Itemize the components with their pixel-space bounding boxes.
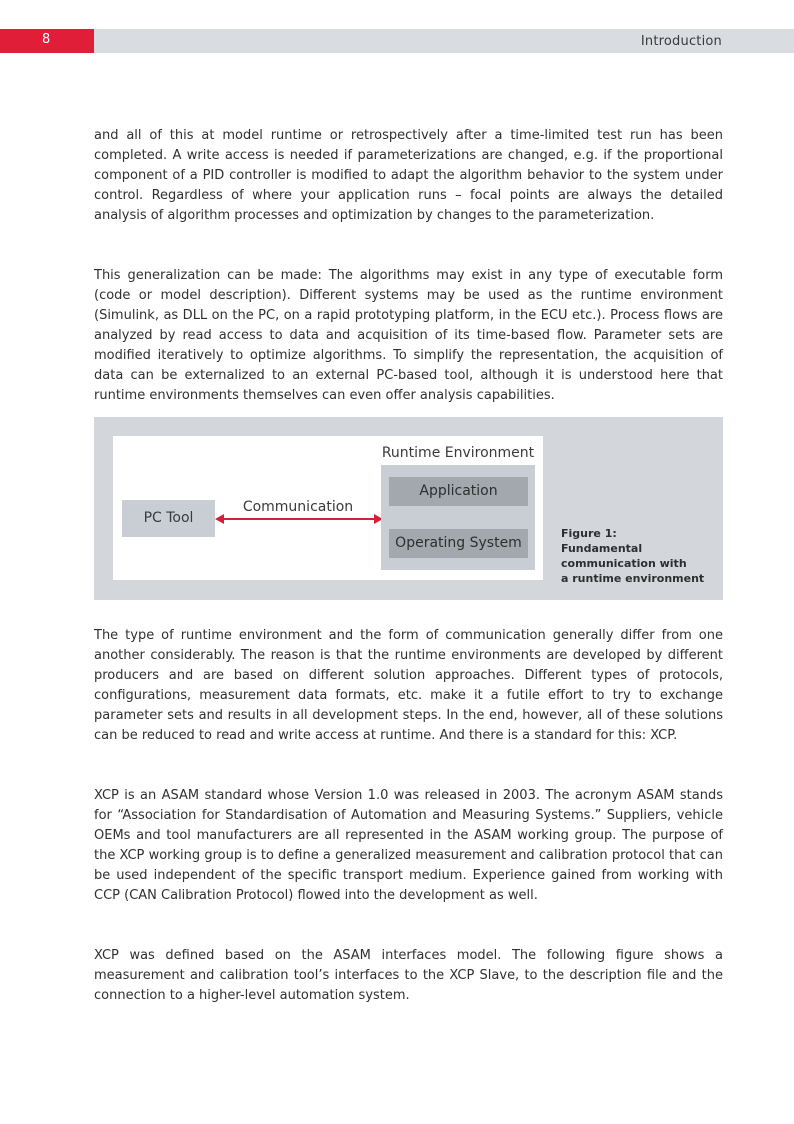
pc-tool-box: PC Tool [122, 500, 215, 537]
application-box: Application [389, 477, 528, 506]
body-paragraph-2: This generalization can be made: The algorithms may exist in any type of executable form (code or model description). Different systems may be used as the runtime environment (Simulink, as DLL on the PC, on a rapid prototyping platform, in the ECU etc.). Process flows are analyzed by read access to data and acquisition of its time-based flow. Parameter sets are modified iteratively to optimize algorithms. To simplify the representation, the acquisition of data can be externalized to an external PC-based tool, although it is understood here that runtime environments themselves can even offer analysis capabilities. [94, 268, 723, 403]
section-title: Introduction [640, 34, 722, 49]
caption-line: Fundamental [561, 542, 643, 555]
body-paragraph-3: The type of runtime environment and the form of communication generally differ from one another considerably. The reason is that the runtime environments are developed by different producers and are based on different solution approaches. Different types of protocols, configurations, measurement data formats, etc. make it a futile effort to try to exchange parameter sets and results in all development steps. In the end, however, all of these solutions can be reduced to read and write access at runtime. And there is a standard for this: XCP. [94, 628, 723, 743]
caption-line: a runtime environment [561, 572, 705, 585]
caption-line: Figure 1: [561, 527, 617, 540]
body-paragraph-1: and all of this at model runtime or retrospectively after a time-limited test run has been completed. A write access is needed if parameterizations are changed, e.g. if the proportional component of a PID controller is modified to adapt the algorithm behavior to the system under control. Regardless of where your application runs – focal points are always the detailed analysis of algorithm processes and optimization by changes to the parameterization. [94, 128, 723, 223]
figure-caption [561, 526, 721, 586]
runtime-environment-label: Runtime Environment [381, 445, 535, 461]
communication-label: Communication [242, 499, 354, 515]
page-number: 8 [42, 32, 51, 47]
body-paragraph-5: XCP was defined based on the ASAM interfaces model. The following figure shows a measurement and calibration tool’s interfaces to the XCP Slave, to the description file and the connection to a higher-level automation system. [94, 948, 723, 1003]
body-paragraph-4: XCP is an ASAM standard whose Version 1.0 was released in 2003. The acronym ASAM stands for “Association for Standardisation of Automation and Measuring Systems.” Suppliers, vehicle OEMs and tool manufacturers are all represented in the ASAM working group. The purpose of the XCP working group is to define a generalized measurement and calibration protocol that can be used independent of the specific transport medium. Experience gained from working with CCP (CAN Calibration Protocol) flowed into the development as well. [94, 788, 723, 903]
communication-arrow [213, 510, 385, 528]
operating-system-box: Operating System [389, 529, 528, 558]
caption-line: communication with [561, 557, 687, 570]
